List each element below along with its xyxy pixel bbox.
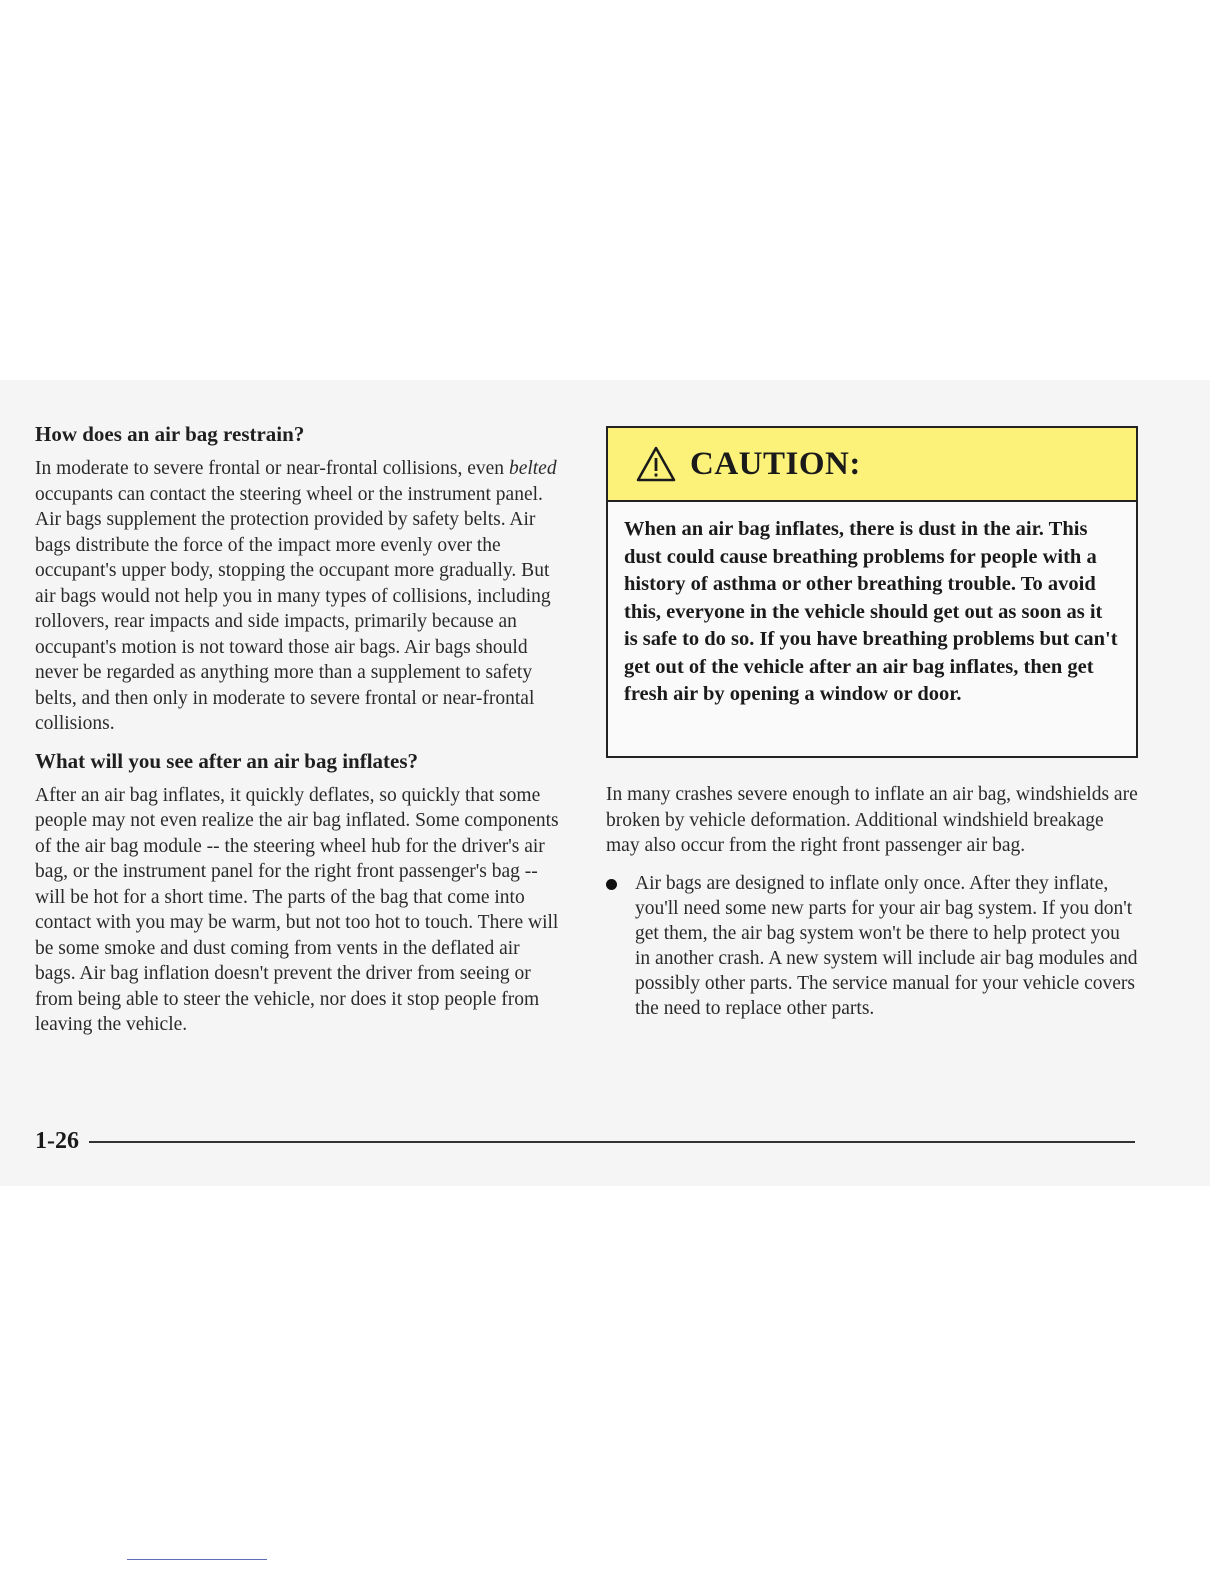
caution-box [606, 426, 1138, 758]
restrain-text-emphasis: belted [508, 458, 557, 479]
windshield-paragraph: In many crashes severe enough to inflate an air bag, windshields are broken by vehicle deformation. Additional windshield breakage may also occur from the right front passenger air bag. [606, 784, 1138, 856]
section-heading-after-inflation: What will you see after an air bag inflates? [35, 748, 419, 773]
restrain-text-end: occupants can contact the steering wheel or the instrument panel. Air bags supplement the protection provided by safety belts. Air bags distribute the force of the impact more evenly over the occupant's upper body, stopping the occupant more gradually. But air bags would not help you in many types of collisions, including rollovers, rear impacts and side impacts, primarily because an occupant's motion is not toward those air bags. Air bags should never be regarded as anything more than a supplement to safety belts, and then only in moderate to severe frontal or near-frontal collisions. [35, 483, 551, 734]
after-inflation-paragraph: After an air bag inflates, it quickly deflates, so quickly that some people may not even realize the air bag inflated. Some components of the air bag module -- the steering wheel hub for the driver's air bag, or the instrument panel for the right front passenger's bag -- will be hot for a short time. The parts of the bag that come into contact with you may be warm, but not too hot to touch. There will be some smoke and dust coming from vents in the deflated air bags. Air bag inflation doesn't prevent the driver from seeing or from being able to steer the vehicle, nor does it stop people from leaving the vehicle. [35, 784, 559, 1035]
caution-title: CAUTION: [690, 445, 861, 482]
page-number: 1-26 [35, 1128, 79, 1154]
footer-rule [89, 1141, 1135, 1143]
left-column [35, 420, 565, 1048]
bullet-icon [606, 879, 617, 890]
section-heading-restrain: How does an air bag restrain? [35, 422, 305, 446]
caution-body: When an air bag inflates, there is dust in the air. This dust could cause breathing problems for people with a history of asthma or other breathing trouble. To avoid this, everyone in the vehicle should get out as soon as it is safe to do so. If you have breathing problems but can't get out of the vehicle after an air bag inflates, then get fresh air by opening a window or door. [624, 518, 1118, 705]
restrain-paragraph [35, 456, 565, 737]
warning-triangle-icon [636, 446, 676, 482]
divider [127, 1559, 267, 1560]
caution-header [608, 428, 1136, 502]
list-item [606, 871, 1138, 1021]
restrain-text-start: In moderate to severe frontal or near-frontal collisions, even [35, 458, 509, 479]
right-column [606, 782, 1138, 1021]
bullet-text: Air bags are designed to inflate only once. After they inflate, you'll need some new parts for your air bag system. If you don't get them, the air bag system won't be there to help protect you in another crash. A new system will include air bag modules and possibly other parts. The service manual for your vehicle covers the need to replace other parts. [635, 872, 1138, 1019]
page-footer [35, 1128, 1135, 1155]
